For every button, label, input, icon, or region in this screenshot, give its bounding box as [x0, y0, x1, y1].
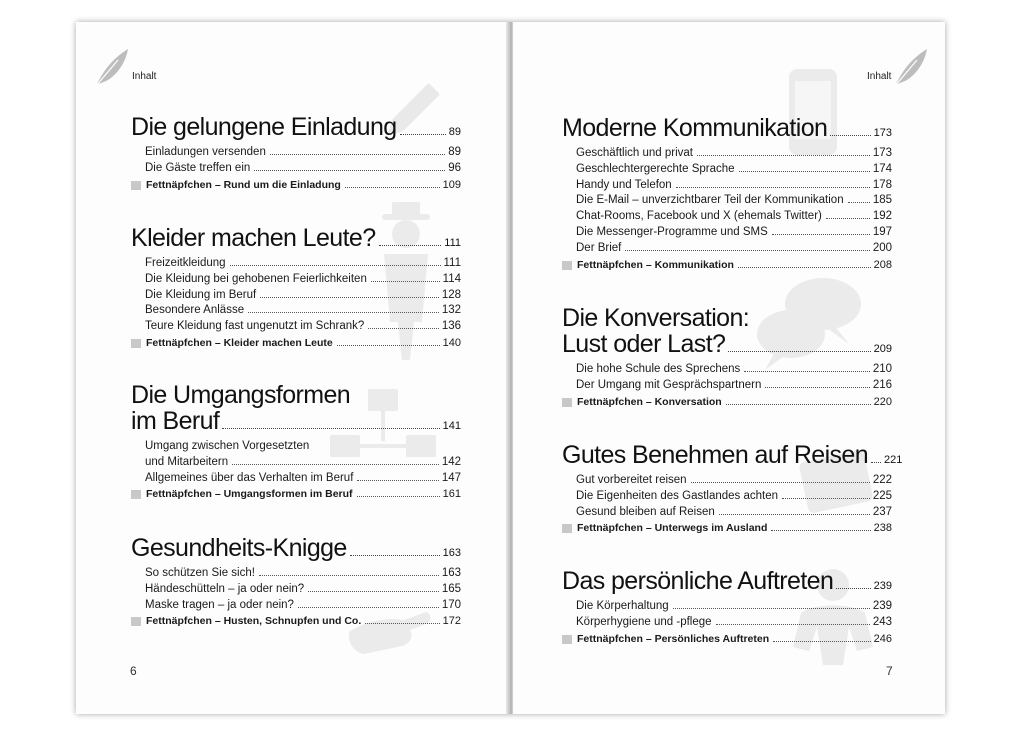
toc-section-konversation: [562, 305, 892, 411]
toc-entry[interactable]: Allgemeines über das Verhalten im Beruf 147: [145, 471, 461, 484]
toc-entry[interactable]: Der Brief 200: [576, 241, 892, 254]
section-title[interactable]: Moderne Kommunikation 173: [562, 114, 892, 142]
toc-entry[interactable]: Handy und Telefon 178: [576, 178, 892, 191]
square-bullet-icon: [131, 490, 141, 499]
left-page: [76, 22, 508, 714]
toc-entry[interactable]: Freizeitkleidung 111: [145, 257, 461, 269]
toc-section-einladung: [131, 114, 461, 194]
square-bullet-icon: [131, 181, 141, 190]
toc-entry[interactable]: Die Körperhaltung 239: [576, 600, 892, 612]
toc-entry[interactable]: Gut vorbereitet reisen 222: [576, 474, 892, 486]
toc-section-gesundheit: [131, 535, 461, 630]
toc-entry[interactable]: Der Umgang mit Gesprächspartnern 216: [576, 378, 892, 391]
toc-entry[interactable]: Die hohe Schule des Sprechens 210: [576, 363, 892, 375]
toc-entry[interactable]: Geschlechtergerechte Sprache 174: [576, 162, 892, 175]
book-spread: [76, 22, 945, 714]
fettnaepfchen-entry[interactable]: Fettnäpfchen – Umgangsformen im Beruf 161: [131, 486, 461, 503]
toc-entry[interactable]: Die E-Mail – unverzichtbarer Teil der Kommunikation 185: [576, 194, 892, 207]
section-title[interactable]: im Beruf 141: [131, 407, 461, 435]
square-bullet-icon: [562, 635, 572, 644]
section-title[interactable]: Kleider machen Leute? 111: [131, 224, 461, 252]
toc-entry[interactable]: Besondere Anlässe 132: [145, 304, 461, 317]
fettnaepfchen-entry[interactable]: Fettnäpfchen – Kleider machen Leute 140: [131, 335, 461, 352]
fettnaepfchen-entry[interactable]: Fettnäpfchen – Unterwegs im Ausland 238: [562, 520, 892, 537]
toc-entry[interactable]: Die Kleidung bei gehobenen Feierlichkeiten 114: [145, 272, 461, 285]
section-title[interactable]: Lust oder Last? 209: [562, 330, 892, 358]
feather-icon: [92, 46, 132, 88]
toc-entry[interactable]: Umgang zwischen Vorgesetzten und Mitarbeitern 142: [145, 440, 461, 468]
toc-entry[interactable]: Teure Kleidung fast ungenutzt im Schrank? 136: [145, 320, 461, 333]
fettnaepfchen-entry[interactable]: Fettnäpfchen – Husten, Schnupfen und Co. 172: [131, 613, 461, 630]
running-header: Inhalt: [132, 71, 157, 82]
square-bullet-icon: [562, 398, 572, 407]
section-title-line1[interactable]: Die Konversation:: [562, 304, 750, 332]
toc-section-reisen: [562, 441, 903, 537]
fettnaepfchen-entry[interactable]: Fettnäpfchen – Kommunikation 208: [562, 257, 892, 274]
toc-entry[interactable]: Die Eigenheiten des Gastlandes achten 225: [576, 489, 892, 502]
toc-entry[interactable]: Einladungen versenden 89: [145, 146, 461, 158]
fettnaepfchen-entry[interactable]: Fettnäpfchen – Rund um die Einladung 109: [131, 177, 461, 194]
fettnaepfchen-entry[interactable]: Fettnäpfchen – Konversation 220: [562, 394, 892, 411]
toc-section-kommunikation: [562, 115, 892, 274]
toc-entry[interactable]: So schützen Sie sich! 163: [145, 567, 461, 579]
toc-section-umgangsformen: [131, 382, 461, 503]
toc-entry[interactable]: Händeschütteln – ja oder nein? 165: [145, 582, 461, 595]
right-page: [513, 22, 945, 714]
section-title[interactable]: Das persönliche Auftreten 239: [562, 567, 892, 595]
toc-entry[interactable]: Maske tragen – ja oder nein? 170: [145, 598, 461, 611]
square-bullet-icon: [131, 339, 141, 348]
running-header: Inhalt: [867, 71, 892, 82]
toc-entry[interactable]: Die Messenger-Programme und SMS 197: [576, 225, 892, 238]
page-number: 6: [130, 664, 137, 678]
toc-section-auftreten: [562, 568, 892, 648]
toc-section-kleider: [131, 225, 461, 352]
page-number: 7: [886, 664, 893, 678]
section-title[interactable]: Gesundheits-Knigge 163: [131, 534, 461, 562]
toc-entry[interactable]: Chat-Rooms, Facebook und X (ehemals Twitter) 192: [576, 210, 892, 223]
toc-entry[interactable]: Die Gäste treffen ein 96: [145, 161, 461, 174]
toc-entry[interactable]: Gesund bleiben auf Reisen 237: [576, 505, 892, 518]
toc-entry[interactable]: Körperhygiene und -pflege 243: [576, 615, 892, 628]
section-title[interactable]: Gutes Benehmen auf Reisen 221: [562, 441, 903, 469]
square-bullet-icon: [562, 261, 572, 270]
fettnaepfchen-entry[interactable]: Fettnäpfchen – Persönliches Auftreten 246: [562, 631, 892, 648]
toc-entry[interactable]: Geschäftlich und privat 173: [576, 147, 892, 159]
section-title[interactable]: Die gelungene Einladung 89: [131, 113, 461, 141]
square-bullet-icon: [562, 524, 572, 533]
toc-entry[interactable]: Die Kleidung im Beruf 128: [145, 288, 461, 301]
square-bullet-icon: [131, 617, 141, 626]
feather-icon: [891, 46, 931, 88]
section-title-line1[interactable]: Die Umgangsformen: [131, 381, 351, 409]
